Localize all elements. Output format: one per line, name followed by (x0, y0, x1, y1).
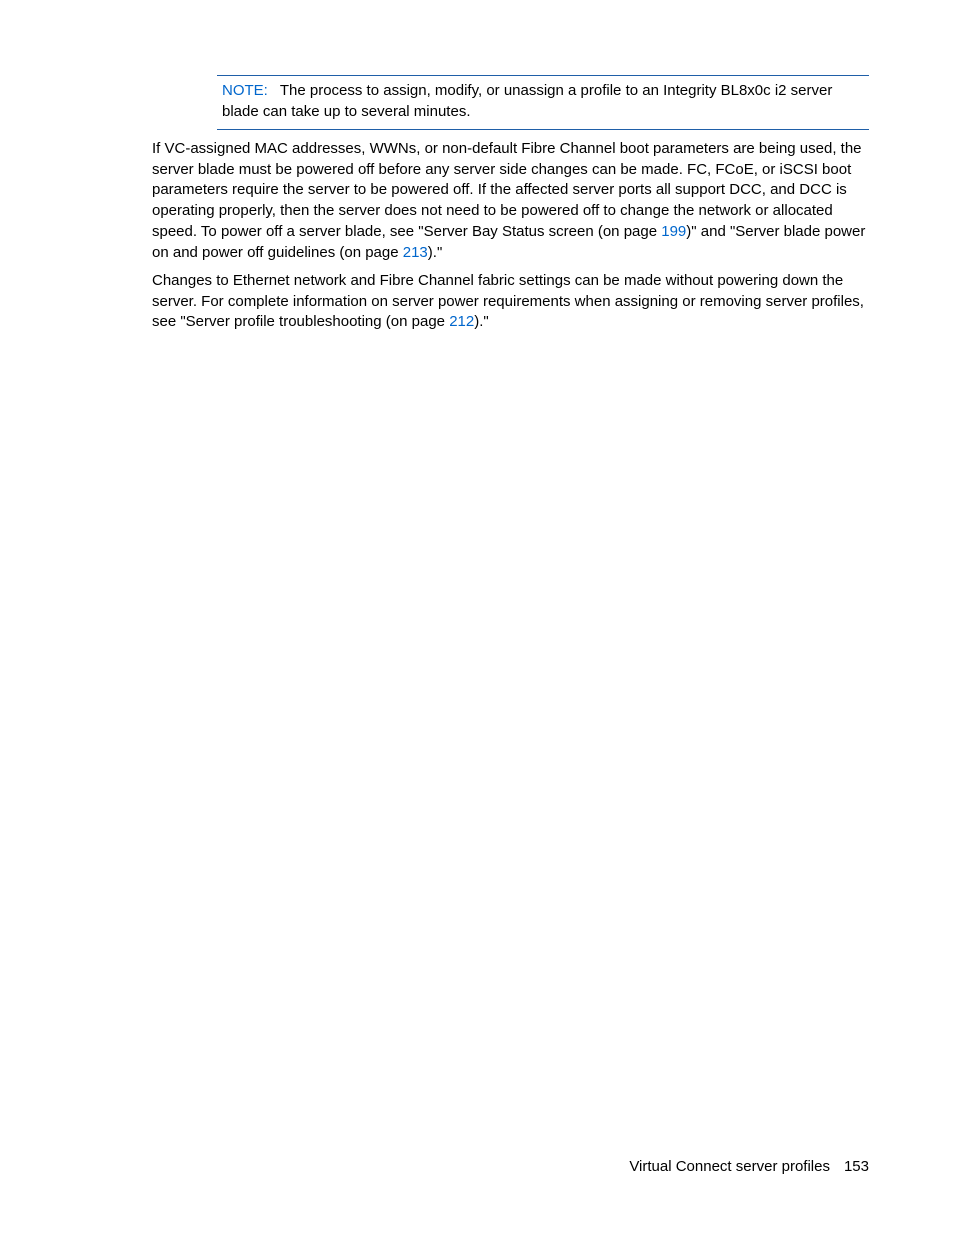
footer-section-title: Virtual Connect server profiles (629, 1158, 830, 1175)
page-link-213[interactable]: 213 (402, 243, 428, 261)
note-text: The process to assign, modify, or unassign a profile to an Integrity BL8x0c i2 server blade can take up to several minutes. (222, 82, 833, 120)
paragraph-ethernet-changes (152, 271, 874, 333)
page-link-199[interactable]: 199 (661, 222, 687, 240)
paragraph-power-off-text-c: )." (427, 243, 443, 261)
page-link-212[interactable]: 212 (449, 313, 475, 331)
note-box (217, 75, 869, 130)
paragraph-power-off-text-b: )" and "Server blade power on and power off guidelines (on page (152, 222, 866, 261)
page-footer (629, 1157, 869, 1177)
paragraph-power-off-text-a: If VC-assigned MAC addresses, WWNs, or non-default Fibre Channel boot parameters are being used, the server blade must be powered off before any server side changes can be made. FC, FCoE, or iSCSI boot parameters require the server to be powered off. If the affected server ports all support DCC, and DCC is operating properly, then the server does not need to be powered off to change the network or allocated speed. To power off a server blade, see "Server Bay Status screen (on page (152, 140, 862, 240)
paragraph-ethernet-text-b: )." (474, 313, 489, 331)
paragraph-ethernet-text-a: Changes to Ethernet network and Fibre Channel fabric settings can be made without powering down the server. For complete information on server power requirements when assigning or removing server profiles, see "Server profile troubleshooting (on page (152, 272, 864, 331)
note-label: NOTE: (222, 82, 268, 99)
footer-page-number: 153 (843, 1158, 869, 1175)
paragraph-power-off (152, 139, 874, 263)
